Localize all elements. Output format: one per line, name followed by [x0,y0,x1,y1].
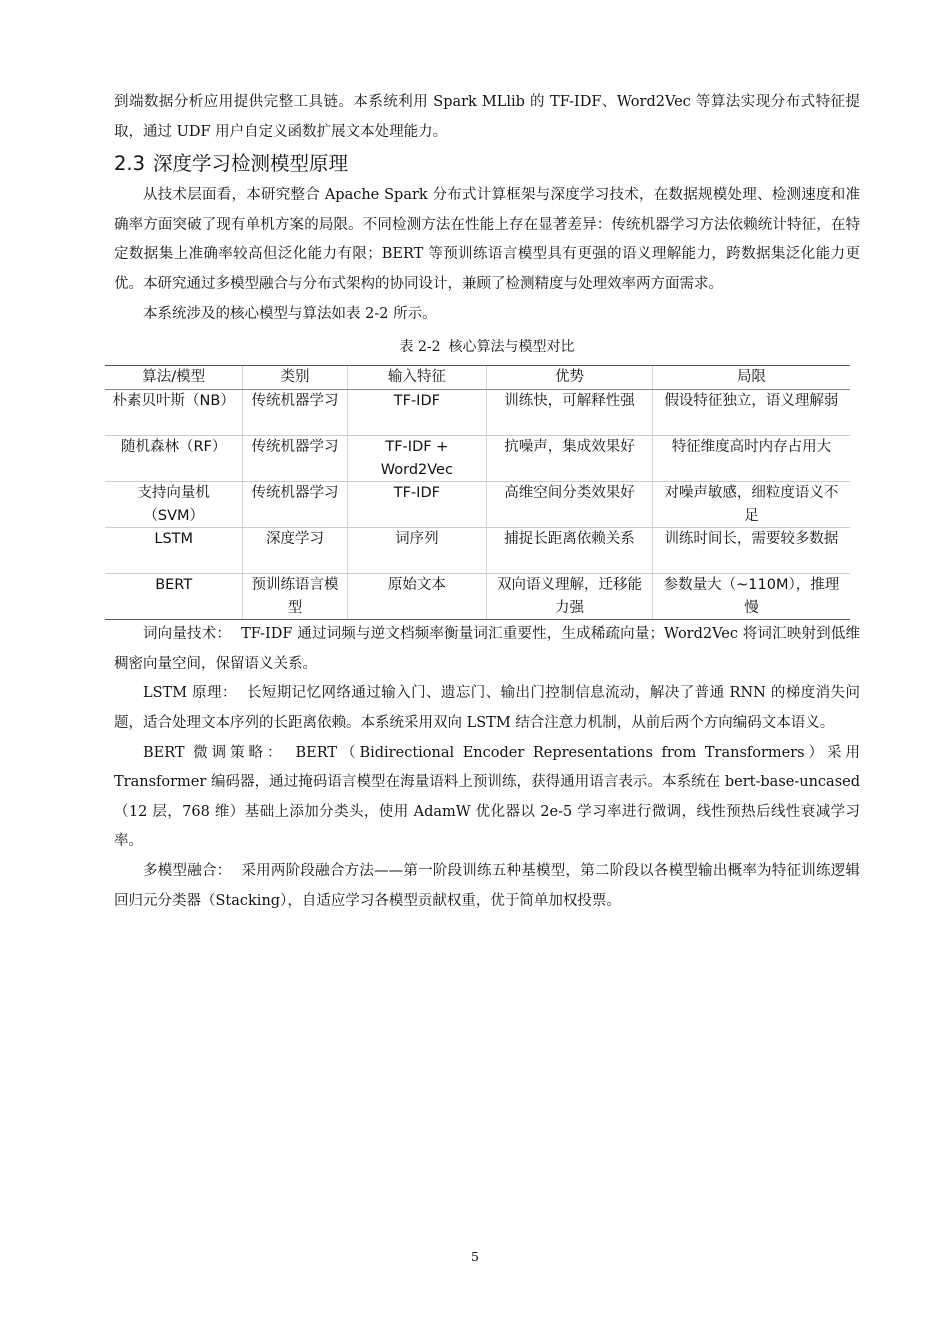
section-number: 2.3 [114,152,146,176]
table-row [105,574,850,620]
table-cell: TF-IDF [347,482,486,528]
term-label: 词向量技术： [143,626,232,643]
table-cell: TF-IDF [347,390,486,436]
table-cell: 预训练语言模型 [243,574,347,620]
section-heading [114,147,860,181]
table-caption-number: 表 2-2 [399,339,441,356]
term-label: LSTM 原理： [143,685,237,702]
table-header-row [105,366,850,390]
table-caption [114,337,860,357]
table-cell: BERT [105,574,243,620]
term-text: BERT（Bidirectional Encoder Representations from Transformers）采用 Transformer 编码器，通过掩码语言模型在海量语料上预训练，获得通用语言表示。本系统在 bert-base-uncased（12 层，768 维）基础上添加分类头，使用 AdamW 优化器以 2e-5 学习率进行微调，线性预热后线性衰减学习率。 [114,744,861,850]
header-cell-input-feature: 输入特征 [347,366,486,390]
table-reference-paragraph: 本系统涉及的核心模型与算法如表 2-2 所示。 [143,305,437,322]
table-cell: 传统机器学习 [243,482,347,528]
table-cell: 抗噪声，集成效果好 [487,436,653,482]
fusion-paragraph [114,857,860,916]
table-cell: 深度学习 [243,528,347,574]
table-cell: 训练快，可解释性强 [487,390,653,436]
term-text: TF-IDF 通过词频与逆文档频率衡量词汇重要性，生成稀疏向量；Word2Vec 将词汇映射到低维稠密向量空间，保留语义关系。 [114,626,861,672]
table-cell: 假设特征独立，语义理解弱 [652,390,850,436]
table-cell: 高维空间分类效果好 [487,482,653,528]
lstm-paragraph [114,679,860,738]
term-label: 多模型融合： [143,862,232,879]
table-cell: 支持向量机（SVM） [105,482,243,528]
term-label: BERT 微调策略： [143,744,286,761]
table-caption-title: 核心算法与模型对比 [448,339,575,356]
table-cell: 词序列 [347,528,486,574]
word-vector-paragraph [114,620,860,679]
bert-paragraph [114,739,860,857]
header-cell-category: 类别 [243,366,347,390]
header-cell-limitation: 局限 [652,366,850,390]
table-cell: 参数量大（~110M），推理慢 [652,574,850,620]
intro-paragraph: 到端数据分析应用提供完整工具链。本系统利用 Spark MLlib 的 TF-IDF、Word2Vec 等算法实现分布式特征提取，通过 UDF 用户自定义函数扩展文本处理能力。 [114,94,860,140]
section-title: 深度学习检测模型原理 [153,152,349,176]
table-row [105,482,850,528]
table-cell: 训练时间长，需要较多数据 [652,528,850,574]
table-cell: 捕捉长距离依赖关系 [487,528,653,574]
table-cell: LSTM [105,528,243,574]
header-cell-algorithm: 算法/模型 [105,366,243,390]
term-text: 采用两阶段融合方法——第一阶段训练五种基模型，第二阶段以各模型输出概率为特征训练逻辑回归元分类器（Stacking），自适应学习各模型贡献权重，优于简单加权投票。 [114,862,860,909]
comparison-table [105,365,850,620]
table-cell: 双向语义理解，迁移能力强 [487,574,653,620]
table-cell: 原始文本 [347,574,486,620]
body-paragraph: 从技术层面看，本研究整合 Apache Spark 分布式计算框架与深度学习技术，在数据规模处理、检测速度和准确率方面突破了现有单机方案的局限。不同检测方法在性能上存在显著差异：传统机器学习方法依赖统计特征，在特定数据集上准确率较高但泛化能力有限；BERT 等预训练语言模型具有更强的语义理解能力，跨数据集泛化能力更优。本研究通过多模型融合与分布式架构的协同设计，兼顾了检测精度与处理效率两方面需求。 [114,187,860,292]
table-cell: 传统机器学习 [243,436,347,482]
table-cell: 对噪声敏感，细粒度语义不足 [652,482,850,528]
term-text: 长短期记忆网络通过输入门、遗忘门、输出门控制信息流动，解决了普通 RNN 的梯度消失问题，适合处理文本序列的长距离依赖。本系统采用双向 LSTM 结合注意力机制，从前后两个方向编码文本语义。 [114,685,860,731]
table-cell: 特征维度高时内存占用大 [652,436,850,482]
page-content [114,88,860,916]
table-cell: 传统机器学习 [243,390,347,436]
table-row [105,436,850,482]
table-cell: 随机森林（RF） [105,436,243,482]
page-number: 5 [471,1249,479,1264]
table-row [105,390,850,436]
table-cell: 朴素贝叶斯（NB） [105,390,243,436]
header-cell-advantage: 优势 [487,366,653,390]
table-row [105,528,850,574]
table-cell: TF-IDF + Word2Vec [347,436,486,482]
